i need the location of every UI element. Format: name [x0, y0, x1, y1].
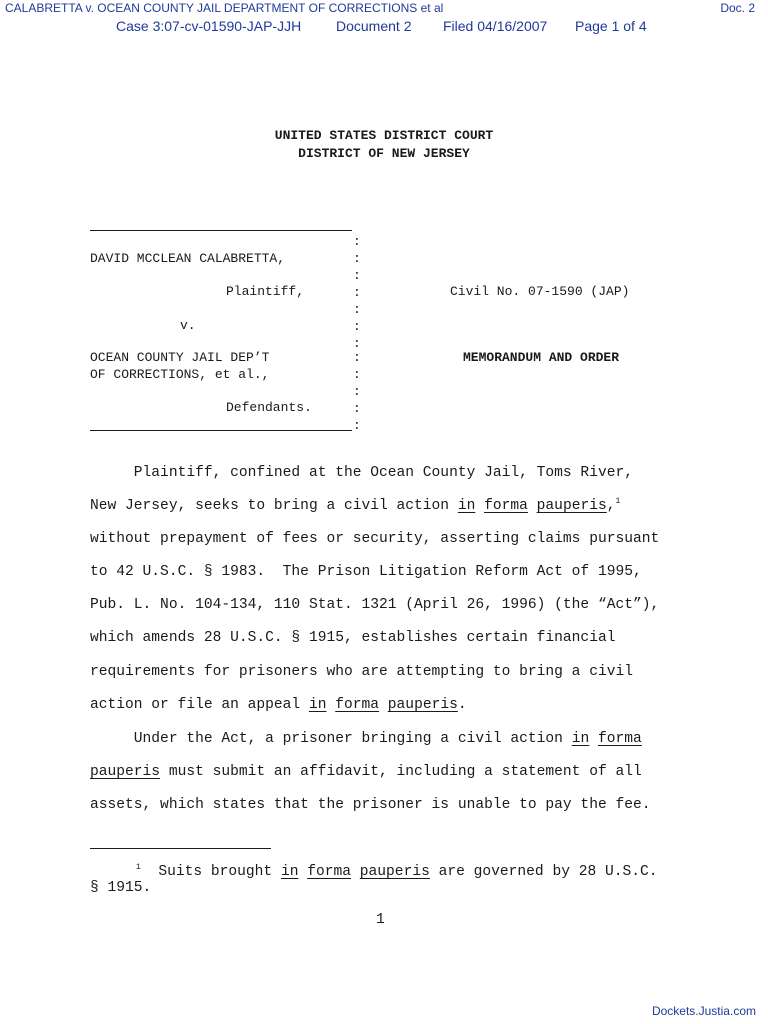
docket-source-link[interactable]: Dockets.Justia.com	[651, 1004, 756, 1018]
body-line: action or file an appeal in forma pauperis.	[90, 697, 467, 713]
doc-number-link[interactable]: Doc. 2	[720, 1, 755, 15]
body-line: which amends 28 U.S.C. § 1915, establishes certain financial	[90, 630, 616, 646]
plaintiff-name: DAVID MCCLEAN CALABRETTA,	[90, 251, 286, 266]
defendant-name-line1: OCEAN COUNTY JAIL DEP’T	[90, 350, 270, 365]
body-line: requirements for prisoners who are attempting to bring a civil	[90, 664, 633, 680]
caption-bottom-rule	[90, 430, 352, 431]
document-number: Document 2	[336, 18, 412, 34]
versus: v.	[180, 318, 196, 333]
defendant-name-line2: OF CORRECTIONS, et al.,	[90, 367, 270, 382]
footnote-line: § 1915.	[90, 880, 152, 896]
footnote-rule	[90, 848, 271, 849]
caption-colon: :	[353, 234, 361, 249]
case-number: Case 3:07-cv-01590-JAP-JJH	[116, 18, 302, 34]
civil-number: Civil No. 07-1590 (JAP)	[450, 284, 630, 299]
defendant-role: Defendants.	[226, 400, 312, 415]
body-line: assets, which states that the prisoner is unable to pay the fee.	[90, 797, 651, 813]
caption-colon: :	[353, 401, 361, 416]
court-district: DISTRICT OF NEW JERSEY	[298, 146, 470, 161]
caption-colon: :	[353, 418, 361, 433]
case-title-link[interactable]: CALABRETTA v. OCEAN COUNTY JAIL DEPARTMENT OF CORRECTIONS et al	[5, 1, 444, 15]
caption-colon: :	[353, 302, 361, 317]
body-line: Plaintiff, confined at the Ocean County Jail, Toms River,	[90, 465, 633, 481]
caption-colon: :	[353, 319, 361, 334]
footnote-line: $^1$ Suits brought in forma pauperis are governed by 28 U.S.C.	[136, 863, 658, 880]
caption-colon: :	[353, 251, 361, 266]
caption-colon: :	[353, 367, 361, 382]
page-indicator: Page 1 of 4	[575, 18, 647, 34]
footnote-mark: 1	[136, 863, 141, 872]
ifp-forma: forma	[484, 498, 528, 514]
body-line: Pub. L. No. 104-134, 110 Stat. 1321 (April 26, 1996) (the “Act”),	[90, 597, 660, 613]
page-number: 1	[376, 912, 385, 928]
body-line: to 42 U.S.C. § 1983. The Prison Litigation Reform Act of 1995,	[90, 564, 642, 580]
ifp-pauperis: pauperis	[536, 498, 607, 514]
plaintiff-role: Plaintiff,	[226, 284, 305, 299]
body-line: without prepayment of fees or security, asserting claims pursuant	[90, 531, 660, 547]
ifp-in: in	[457, 498, 476, 514]
caption-colon: :	[353, 384, 361, 399]
caption-top-rule	[90, 230, 352, 231]
body-line: New Jersey, seeks to bring a civil action in forma pauperis,$^1$	[90, 497, 621, 514]
footnote-reference: 1	[615, 497, 621, 506]
caption-colon: :	[353, 336, 361, 351]
filed-date: Filed 04/16/2007	[443, 18, 548, 34]
body-line: pauperis must submit an affidavit, including a statement of all	[90, 764, 642, 780]
caption-colon: :	[353, 350, 361, 365]
caption-colon: :	[353, 268, 361, 283]
body-line: Under the Act, a prisoner bringing a civil action in forma	[90, 731, 642, 747]
caption-colon: :	[353, 285, 361, 300]
document-title: MEMORANDUM AND ORDER	[463, 350, 620, 365]
court-name: UNITED STATES DISTRICT COURT	[274, 128, 494, 143]
